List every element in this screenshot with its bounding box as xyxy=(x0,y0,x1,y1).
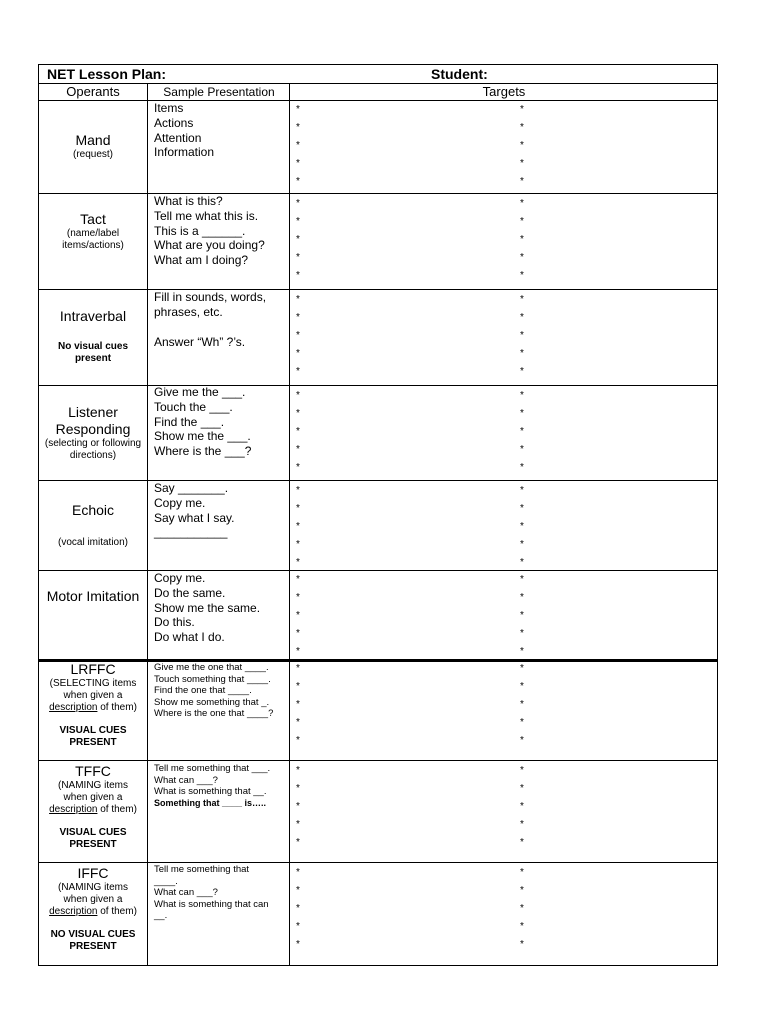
target-bullet: * xyxy=(296,557,300,568)
target-bullet: * xyxy=(520,216,524,227)
sample-presentation-lrffc: Give me the one that ____. Touch something that ____. Find the one that ____. Show me something that _. Where is the one that ____? xyxy=(154,662,274,720)
target-bullet: * xyxy=(520,485,524,496)
target-bullet: * xyxy=(520,939,524,950)
operant-name: Intraverbal xyxy=(59,308,127,324)
target-bullet: * xyxy=(296,939,300,950)
sample-presentation-iffc: Tell me something that ____. What can ___? What is something that can __. xyxy=(154,864,269,922)
row-divider xyxy=(39,193,717,194)
target-bullet: * xyxy=(296,158,300,169)
target-bullet: * xyxy=(296,699,300,710)
operant-name: LRFFC xyxy=(70,661,116,677)
operant-name: Motor Imitation xyxy=(46,588,140,604)
target-bullet: * xyxy=(520,663,524,674)
row-divider xyxy=(39,385,717,386)
operant-listener-responding xyxy=(39,404,147,462)
target-bullet: * xyxy=(520,837,524,848)
target-bullet: * xyxy=(520,122,524,133)
target-bullet: * xyxy=(296,801,300,812)
target-bullet: * xyxy=(296,252,300,263)
sample-presentation-tact: What is this? Tell me what this is. This is a ______. What are you doing? What am I doing? xyxy=(154,194,265,268)
target-bullet: * xyxy=(520,234,524,245)
target-bullet: * xyxy=(520,783,524,794)
target-bullet: * xyxy=(296,390,300,401)
operant-intraverbal xyxy=(39,308,147,365)
operant-note: VISUAL CUES PRESENT xyxy=(59,827,127,850)
target-bullet: * xyxy=(296,408,300,419)
target-bullet: * xyxy=(520,426,524,437)
target-bullet: * xyxy=(296,819,300,830)
target-bullet: * xyxy=(520,681,524,692)
target-bullet: * xyxy=(296,717,300,728)
target-bullet: * xyxy=(296,462,300,473)
row-divider xyxy=(39,289,717,290)
target-bullet: * xyxy=(520,717,524,728)
target-bullet: * xyxy=(520,801,524,812)
target-bullet: * xyxy=(296,765,300,776)
target-bullet: * xyxy=(296,426,300,437)
target-bullet: * xyxy=(520,348,524,359)
operant-tact xyxy=(39,211,147,252)
operant-description: (SELECTING items when given a description of them) xyxy=(49,678,137,713)
operant-mand xyxy=(39,132,147,161)
column-header-operants: Operants xyxy=(66,84,120,99)
row-divider xyxy=(39,570,717,571)
target-bullet: * xyxy=(296,885,300,896)
operant-description: (vocal imitation) xyxy=(57,537,129,548)
target-bullet: * xyxy=(296,503,300,514)
sample-presentation-intraverbal: Fill in sounds, words, phrases, etc. xyxy=(154,290,267,319)
sample-presentation-motor: Copy me. Do the same. Show me the same. Do this. Do what I do. xyxy=(154,571,261,645)
target-bullet: * xyxy=(520,408,524,419)
target-bullet: * xyxy=(296,216,300,227)
operant-echoic-sub xyxy=(39,537,147,549)
target-bullet: * xyxy=(520,628,524,639)
operant-lrffc xyxy=(39,661,147,749)
target-bullet: * xyxy=(520,390,524,401)
operant-description: (selecting or following directions) xyxy=(44,438,142,461)
target-bullet: * xyxy=(296,921,300,932)
target-bullet: * xyxy=(296,366,300,377)
target-bullet: * xyxy=(296,198,300,209)
row-divider xyxy=(39,100,717,101)
target-bullet: * xyxy=(520,867,524,878)
target-bullet: * xyxy=(520,252,524,263)
target-bullet: * xyxy=(296,628,300,639)
operant-name: Echoic xyxy=(71,502,115,518)
target-bullet: * xyxy=(296,610,300,621)
target-bullet: * xyxy=(520,921,524,932)
target-bullet: * xyxy=(520,819,524,830)
target-bullet: * xyxy=(296,663,300,674)
target-bullet: * xyxy=(296,294,300,305)
target-bullet: * xyxy=(520,444,524,455)
student-label: Student: xyxy=(431,66,488,82)
target-bullet: * xyxy=(296,783,300,794)
operant-description: (NAMING items when given a description of them) xyxy=(49,780,137,815)
target-bullet: * xyxy=(296,176,300,187)
target-bullet: * xyxy=(520,503,524,514)
target-bullet: * xyxy=(296,735,300,746)
target-bullet: * xyxy=(520,158,524,169)
target-bullet: * xyxy=(520,104,524,115)
target-bullet: * xyxy=(296,330,300,341)
target-bullet: * xyxy=(520,903,524,914)
target-bullet: * xyxy=(296,681,300,692)
operant-iffc xyxy=(39,865,147,953)
target-bullet: * xyxy=(520,140,524,151)
target-bullet: * xyxy=(296,592,300,603)
column-header-targets: Targets xyxy=(482,84,526,99)
sample-presentation-tffc-extra: Something that ____ is….. xyxy=(154,798,267,808)
operant-name: TFFC xyxy=(75,763,111,779)
column-divider xyxy=(147,83,148,965)
target-bullet: * xyxy=(520,539,524,550)
sample-presentation-mand: Items Actions Attention Information xyxy=(154,101,215,160)
target-bullet: * xyxy=(520,521,524,532)
target-bullet: * xyxy=(296,122,300,133)
sample-presentation-listener: Give me the ___. Touch the ___. Find the ___. Show me the ___. Where is the ___? xyxy=(154,385,252,459)
target-bullet: * xyxy=(296,234,300,245)
target-bullet: * xyxy=(296,646,300,657)
column-header-sample-presentation: Sample Presentation xyxy=(163,85,275,99)
operant-name: Listener Responding xyxy=(55,404,131,437)
target-bullet: * xyxy=(520,294,524,305)
target-bullet: * xyxy=(520,592,524,603)
operant-description: (NAMING items when given a description of them) xyxy=(49,882,137,917)
sample-presentation-echoic: Say _______. Copy me. Say what I say. ___________ xyxy=(154,481,235,540)
sample-presentation-tffc: Tell me something that ___. What can ___? What is something that __. xyxy=(154,763,271,798)
operant-tffc xyxy=(39,763,147,851)
target-bullet: * xyxy=(520,557,524,568)
operant-echoic xyxy=(39,502,147,519)
target-bullet: * xyxy=(520,765,524,776)
target-bullet: * xyxy=(296,539,300,550)
target-bullet: * xyxy=(296,104,300,115)
row-divider xyxy=(39,480,717,481)
operant-motor-imitation xyxy=(39,588,147,605)
operant-note: No visual cues present xyxy=(57,341,129,364)
operant-note: NO VISUAL CUES PRESENT xyxy=(50,929,136,952)
target-bullet: * xyxy=(296,444,300,455)
target-bullet: * xyxy=(520,198,524,209)
target-bullet: * xyxy=(520,699,524,710)
target-bullet: * xyxy=(520,885,524,896)
target-bullet: * xyxy=(296,140,300,151)
target-bullet: * xyxy=(520,735,524,746)
operant-name: Mand xyxy=(75,132,111,148)
target-bullet: * xyxy=(520,646,524,657)
target-bullet: * xyxy=(296,270,300,281)
target-bullet: * xyxy=(296,312,300,323)
operant-description: (request) xyxy=(72,149,113,160)
target-bullet: * xyxy=(296,348,300,359)
target-bullet: * xyxy=(296,521,300,532)
target-bullet: * xyxy=(296,574,300,585)
row-divider xyxy=(39,83,717,84)
target-bullet: * xyxy=(520,462,524,473)
operant-name: Tact xyxy=(80,211,106,227)
operant-description: (name/label items/actions) xyxy=(62,228,124,251)
row-divider xyxy=(39,760,717,761)
lesson-plan-table xyxy=(38,64,718,966)
row-divider xyxy=(39,862,717,863)
target-bullet: * xyxy=(296,837,300,848)
target-bullet: * xyxy=(520,610,524,621)
target-bullet: * xyxy=(296,867,300,878)
operant-name: IFFC xyxy=(77,865,109,881)
target-bullet: * xyxy=(296,903,300,914)
target-bullet: * xyxy=(520,176,524,187)
target-bullet: * xyxy=(520,366,524,377)
target-bullet: * xyxy=(520,270,524,281)
sample-presentation-intraverbal-extra: Answer “Wh” ?’s. xyxy=(154,335,246,349)
operant-note: VISUAL CUES PRESENT xyxy=(59,725,127,748)
target-bullet: * xyxy=(296,485,300,496)
lesson-plan-title: NET Lesson Plan: xyxy=(47,66,167,82)
target-bullet: * xyxy=(520,330,524,341)
target-bullet: * xyxy=(520,574,524,585)
target-bullet: * xyxy=(520,312,524,323)
